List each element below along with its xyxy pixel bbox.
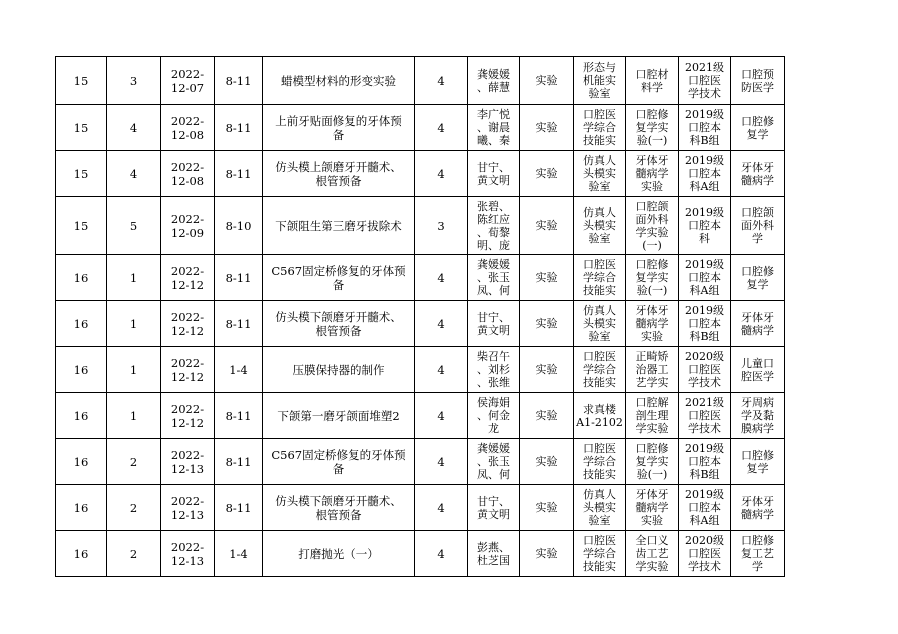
weekday-text: 2 [129, 546, 138, 561]
course-cell [626, 105, 679, 151]
week-text: 15 [73, 120, 89, 135]
department-text: 牙体牙 髓病学 [741, 160, 774, 187]
hours-cell [415, 347, 468, 393]
course-cell [626, 57, 679, 105]
content-text: 蜡模型材料的形变实验 [281, 73, 396, 88]
date-text: 2022- 12-13 [170, 447, 205, 476]
class-text: 2019级 口腔本 科B组 [685, 108, 724, 147]
weekday-cell [107, 439, 161, 485]
type-cell [520, 197, 574, 255]
period-text: 1-4 [229, 546, 248, 561]
schedule-table [55, 56, 785, 577]
week-cell [56, 151, 107, 197]
period-text: 8-11 [225, 316, 252, 331]
content-cell [263, 57, 415, 105]
period-cell [215, 531, 263, 577]
department-text: 儿童口 腔医学 [741, 356, 774, 383]
table-row [56, 393, 785, 439]
class-text: 2019级 口腔本 科B组 [685, 304, 724, 343]
table-row [56, 105, 785, 151]
teacher-cell [468, 439, 520, 485]
teacher-cell [468, 393, 520, 439]
period-text: 8-11 [225, 166, 252, 181]
date-text: 2022- 12-09 [170, 211, 205, 240]
teacher-text: 龚媛媛 、薛慧 [477, 67, 510, 94]
location-text: 口腔医 学综合 技能实 [583, 534, 616, 573]
week-text: 16 [73, 500, 89, 515]
teacher-cell [468, 347, 520, 393]
weekday-text: 1 [129, 408, 138, 423]
course-text: 牙体牙 髓病学 实验 [635, 304, 669, 343]
type-cell [520, 347, 574, 393]
teacher-cell [468, 485, 520, 531]
type-cell [520, 485, 574, 531]
course-cell [626, 439, 679, 485]
class-cell [679, 393, 731, 439]
department-text: 口腔修 复学 [741, 264, 774, 291]
period-cell [215, 347, 263, 393]
department-cell [731, 393, 785, 439]
week-text: 16 [73, 362, 89, 377]
teacher-text: 龚媛媛 、张玉 凤、何 [477, 258, 510, 297]
teacher-text: 彭燕、 杜芝国 [477, 540, 510, 567]
course-cell [626, 151, 679, 197]
teacher-text: 甘宁、 黄文明 [477, 494, 510, 521]
department-cell [731, 347, 785, 393]
teacher-text: 张碧、 陈红应 、荀黎 明、庞 [477, 199, 510, 252]
content-cell [263, 105, 415, 151]
date-cell [161, 485, 215, 531]
location-cell [574, 439, 626, 485]
hours-text: 4 [437, 120, 445, 135]
date-cell [161, 531, 215, 577]
teacher-text: 龚媛媛 、张玉 凤、何 [477, 442, 510, 481]
hours-text: 4 [437, 73, 445, 88]
weekday-text: 2 [129, 500, 138, 515]
weekday-cell [107, 531, 161, 577]
hours-text: 4 [437, 362, 445, 377]
weekday-cell [107, 197, 161, 255]
table-row [56, 197, 785, 255]
class-cell [679, 347, 731, 393]
date-text: 2022- 12-13 [170, 539, 205, 568]
course-cell [626, 301, 679, 347]
class-cell [679, 57, 731, 105]
location-cell [574, 485, 626, 531]
class-cell [679, 255, 731, 301]
date-cell [161, 57, 215, 105]
content-text: 下颌第一磨牙颌面堆塑2 [277, 408, 400, 423]
type-text: 实验 [535, 455, 558, 468]
period-cell [215, 151, 263, 197]
department-cell [731, 301, 785, 347]
location-cell [574, 57, 626, 105]
date-text: 2022- 12-12 [170, 401, 205, 430]
teacher-cell [468, 197, 520, 255]
department-text: 口腔修 复学 [741, 114, 774, 141]
department-cell [731, 151, 785, 197]
type-text: 实验 [535, 409, 558, 422]
period-text: 8-11 [225, 73, 252, 88]
weekday-text: 1 [129, 316, 138, 331]
content-text: C567固定桥修复的牙体预 备 [271, 447, 406, 476]
department-cell [731, 57, 785, 105]
class-cell [679, 439, 731, 485]
department-text: 口腔修 复工艺 学 [741, 534, 774, 573]
date-text: 2022- 12-12 [170, 309, 205, 338]
content-cell [263, 255, 415, 301]
table-row [56, 347, 785, 393]
week-cell [56, 439, 107, 485]
week-cell [56, 301, 107, 347]
class-text: 2020级 口腔医 学技术 [685, 350, 724, 389]
location-text: 仿真人 头模实 验室 [583, 154, 616, 193]
date-text: 2022- 12-08 [170, 159, 205, 188]
location-cell [574, 347, 626, 393]
class-text: 2020级 口腔医 学技术 [685, 534, 724, 573]
course-text: 口腔解 剖生理 学实验 [635, 396, 669, 435]
teacher-text: 侯海娟 、何金 龙 [477, 396, 510, 435]
period-text: 8-11 [225, 408, 252, 423]
content-cell [263, 531, 415, 577]
course-text: 口腔修 复学实 验(一) [635, 258, 669, 297]
week-cell [56, 485, 107, 531]
class-text: 2021级 口腔医 学技术 [685, 61, 724, 100]
course-cell [626, 255, 679, 301]
hours-cell [415, 301, 468, 347]
week-text: 15 [73, 218, 89, 233]
type-cell [520, 531, 574, 577]
weekday-text: 4 [129, 166, 138, 181]
period-text: 8-11 [225, 270, 252, 285]
teacher-cell [468, 255, 520, 301]
week-text: 16 [73, 408, 89, 423]
class-text: 2019级 口腔本 科B组 [685, 442, 724, 481]
type-text: 实验 [535, 271, 558, 284]
type-cell [520, 151, 574, 197]
week-text: 16 [73, 546, 89, 561]
week-cell [56, 105, 107, 151]
type-cell [520, 57, 574, 105]
week-text: 16 [73, 454, 89, 469]
class-cell [679, 301, 731, 347]
teacher-cell [468, 57, 520, 105]
class-cell [679, 151, 731, 197]
hours-cell [415, 485, 468, 531]
week-cell [56, 255, 107, 301]
location-cell [574, 255, 626, 301]
hours-cell [415, 531, 468, 577]
period-cell [215, 393, 263, 439]
hours-text: 3 [437, 218, 445, 233]
content-cell [263, 393, 415, 439]
hours-text: 4 [437, 166, 445, 181]
location-text: 口腔医 学综合 技能实 [583, 258, 616, 297]
hours-text: 4 [437, 454, 445, 469]
class-cell [679, 197, 731, 255]
content-text: 上前牙贴面修复的牙体预 备 [275, 113, 402, 142]
week-cell [56, 197, 107, 255]
content-text: 压膜保持器的制作 [292, 362, 385, 377]
weekday-text: 4 [129, 120, 138, 135]
table-row [56, 255, 785, 301]
date-text: 2022- 12-12 [170, 263, 205, 292]
course-text: 全口义 齿工艺 学实验 [635, 534, 669, 573]
content-text: 仿头模下颌磨牙开髓术、 根管预备 [275, 309, 402, 338]
weekday-cell [107, 105, 161, 151]
class-cell [679, 485, 731, 531]
date-cell [161, 151, 215, 197]
weekday-text: 1 [129, 270, 138, 285]
hours-text: 4 [437, 408, 445, 423]
content-cell [263, 151, 415, 197]
week-cell [56, 393, 107, 439]
class-text: 2021级 口腔医 学技术 [685, 396, 724, 435]
type-text: 实验 [535, 363, 558, 376]
location-text: 仿真人 头模实 验室 [583, 304, 616, 343]
period-text: 8-11 [225, 120, 252, 135]
content-cell [263, 301, 415, 347]
weekday-cell [107, 393, 161, 439]
course-cell [626, 347, 679, 393]
department-cell [731, 105, 785, 151]
weekday-text: 2 [129, 454, 138, 469]
period-cell [215, 301, 263, 347]
weekday-cell [107, 151, 161, 197]
period-cell [215, 105, 263, 151]
teacher-text: 李广悦 、谢晨 曦、秦 [477, 108, 510, 147]
type-text: 实验 [535, 167, 558, 180]
location-text: 口腔医 学综合 技能实 [583, 108, 616, 147]
location-text: 形态与 机能实 验室 [583, 61, 616, 100]
location-text: 仿真人 头模实 验室 [583, 488, 616, 527]
type-cell [520, 255, 574, 301]
department-cell [731, 439, 785, 485]
course-cell [626, 393, 679, 439]
table-row [56, 151, 785, 197]
type-cell [520, 439, 574, 485]
type-cell [520, 301, 574, 347]
course-text: 口腔颌 面外科 学实验 (一) [635, 199, 669, 252]
course-text: 口腔修 复学实 验(一) [635, 442, 669, 481]
weekday-cell [107, 57, 161, 105]
period-cell [215, 255, 263, 301]
teacher-cell [468, 151, 520, 197]
location-text: 仿真人 头模实 验室 [583, 206, 616, 245]
date-text: 2022- 12-08 [170, 113, 205, 142]
department-text: 牙体牙 髓病学 [741, 310, 774, 337]
period-text: 1-4 [229, 362, 248, 377]
period-text: 8-10 [225, 218, 252, 233]
date-cell [161, 105, 215, 151]
content-text: C567固定桥修复的牙体预 备 [271, 263, 406, 292]
hours-cell [415, 57, 468, 105]
hours-cell [415, 439, 468, 485]
department-text: 口腔修 复学 [741, 448, 774, 475]
week-text: 16 [73, 316, 89, 331]
course-text: 牙体牙 髓病学 实验 [635, 154, 669, 193]
period-text: 8-11 [225, 500, 252, 515]
department-cell [731, 197, 785, 255]
department-text: 牙周病 学及黏 膜病学 [741, 396, 774, 435]
class-cell [679, 531, 731, 577]
date-cell [161, 255, 215, 301]
class-text: 2019级 口腔本 科A组 [685, 154, 724, 193]
course-cell [626, 197, 679, 255]
content-text: 仿头模上颌磨牙开髓术、 根管预备 [275, 159, 402, 188]
table-row [56, 531, 785, 577]
teacher-cell [468, 301, 520, 347]
hours-cell [415, 105, 468, 151]
week-cell [56, 347, 107, 393]
type-text: 实验 [535, 74, 558, 87]
content-text: 打磨抛光（一） [298, 546, 379, 561]
location-text: 求真楼 A1-2102 [576, 402, 623, 429]
weekday-cell [107, 347, 161, 393]
period-cell [215, 197, 263, 255]
course-text: 口腔材 料学 [635, 67, 669, 94]
teacher-text: 甘宁、 黄文明 [477, 310, 510, 337]
teacher-cell [468, 531, 520, 577]
location-cell [574, 393, 626, 439]
content-cell [263, 439, 415, 485]
content-cell [263, 485, 415, 531]
content-text: 下颌阻生第三磨牙拔除术 [275, 218, 402, 233]
class-text: 2019级 口腔本 科A组 [685, 258, 724, 297]
type-text: 实验 [535, 121, 558, 134]
period-cell [215, 485, 263, 531]
department-text: 牙体牙 髓病学 [741, 494, 774, 521]
class-cell [679, 105, 731, 151]
table-row [56, 301, 785, 347]
date-text: 2022- 12-13 [170, 493, 205, 522]
week-text: 15 [73, 166, 89, 181]
course-text: 牙体牙 髓病学 实验 [635, 488, 669, 527]
content-cell [263, 347, 415, 393]
period-cell [215, 439, 263, 485]
date-text: 2022- 12-07 [170, 66, 205, 95]
table-row [56, 439, 785, 485]
week-text: 15 [73, 73, 89, 88]
hours-cell [415, 197, 468, 255]
weekday-text: 5 [129, 218, 138, 233]
location-text: 口腔医 学综合 技能实 [583, 350, 616, 389]
hours-cell [415, 255, 468, 301]
course-cell [626, 485, 679, 531]
date-cell [161, 197, 215, 255]
location-text: 口腔医 学综合 技能实 [583, 442, 616, 481]
type-text: 实验 [535, 317, 558, 330]
hours-text: 4 [437, 270, 445, 285]
date-cell [161, 301, 215, 347]
weekday-cell [107, 301, 161, 347]
weekday-text: 1 [129, 362, 138, 377]
content-cell [263, 197, 415, 255]
location-cell [574, 197, 626, 255]
week-cell [56, 531, 107, 577]
type-text: 实验 [535, 219, 558, 232]
weekday-cell [107, 255, 161, 301]
teacher-text: 甘宁、 黄文明 [477, 160, 510, 187]
date-cell [161, 393, 215, 439]
course-cell [626, 531, 679, 577]
teacher-cell [468, 105, 520, 151]
week-cell [56, 57, 107, 105]
department-cell [731, 485, 785, 531]
location-cell [574, 151, 626, 197]
table-body [56, 57, 785, 577]
period-text: 8-11 [225, 454, 252, 469]
class-text: 2019级 口腔本 科 [685, 206, 724, 245]
date-cell [161, 439, 215, 485]
date-text: 2022- 12-12 [170, 355, 205, 384]
type-text: 实验 [535, 547, 558, 560]
course-text: 正畸矫 治器工 艺学实 [635, 350, 669, 389]
type-cell [520, 393, 574, 439]
content-text: 仿头模下颌磨牙开髓术、 根管预备 [275, 493, 402, 522]
hours-text: 4 [437, 546, 445, 561]
location-cell [574, 301, 626, 347]
department-text: 口腔预 防医学 [741, 67, 774, 94]
class-text: 2019级 口腔本 科A组 [685, 488, 724, 527]
hours-cell [415, 151, 468, 197]
weekday-cell [107, 485, 161, 531]
location-cell [574, 105, 626, 151]
type-text: 实验 [535, 501, 558, 514]
table-row [56, 485, 785, 531]
weekday-text: 3 [129, 73, 138, 88]
week-text: 16 [73, 270, 89, 285]
period-cell [215, 57, 263, 105]
course-text: 口腔修 复学实 验(一) [635, 108, 669, 147]
location-cell [574, 531, 626, 577]
type-cell [520, 105, 574, 151]
teacher-text: 柴召午 、刘杉 、张维 [477, 350, 510, 389]
hours-text: 4 [437, 316, 445, 331]
date-cell [161, 347, 215, 393]
department-text: 口腔颌 面外科 学 [741, 206, 774, 245]
table-row [56, 57, 785, 105]
hours-text: 4 [437, 500, 445, 515]
hours-cell [415, 393, 468, 439]
department-cell [731, 531, 785, 577]
department-cell [731, 255, 785, 301]
